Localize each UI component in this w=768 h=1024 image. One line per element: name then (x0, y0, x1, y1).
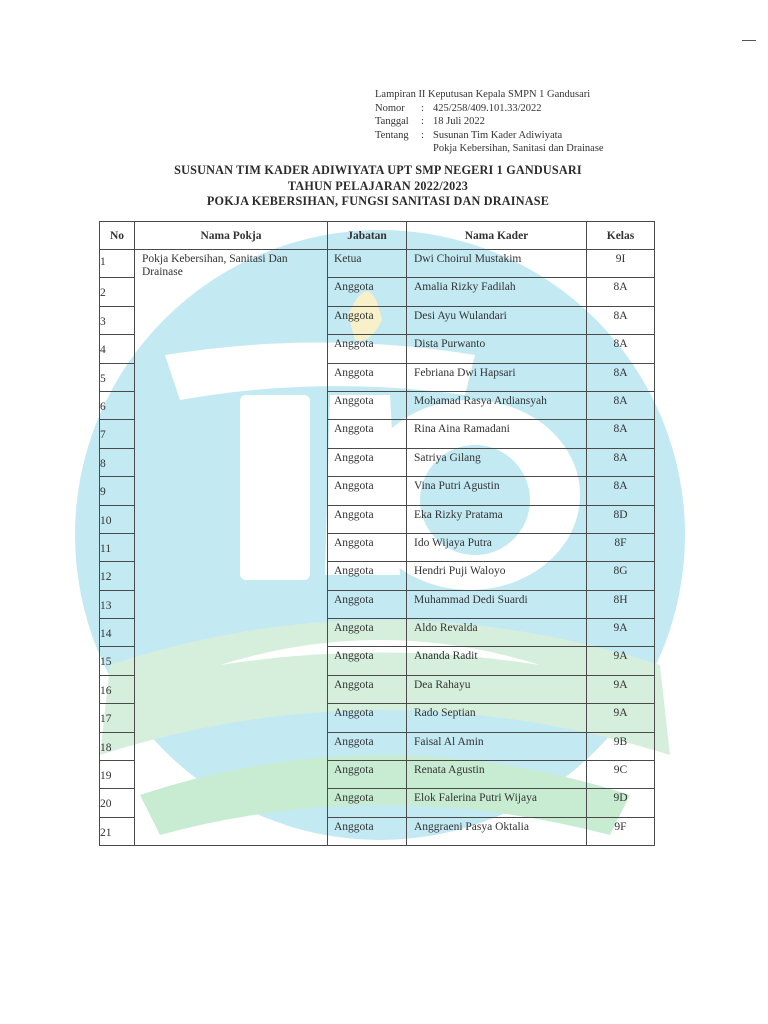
cell-kelas (587, 789, 655, 817)
nama-kader-text: Eka Rizky Pratama (414, 508, 503, 521)
jabatan-text: Anggota (334, 309, 374, 322)
cell-kelas (587, 675, 655, 703)
tentang-row (375, 129, 604, 143)
nama-kader-text: Desi Ayu Wulandari (414, 309, 507, 322)
nama-kader-text: Febriana Dwi Hapsari (414, 366, 516, 379)
jabatan-text: Anggota (334, 338, 374, 351)
cell-nama-kader (407, 363, 587, 391)
kelas-text: 8A (613, 423, 628, 436)
nomor-value: 425/258/409.101.33/2022 (433, 102, 542, 114)
kelas-text: 9D (613, 792, 628, 805)
cell-nama-kader (407, 789, 587, 817)
row-number: 12 (100, 571, 112, 584)
cell-kelas (587, 306, 655, 334)
kelas-text: 8A (613, 309, 628, 322)
cell-jabatan (328, 590, 407, 618)
cell-jabatan (328, 391, 407, 419)
cell-no (100, 278, 135, 306)
cell-no (100, 335, 135, 363)
nomor-label: Nomor (375, 102, 405, 114)
jabatan-text: Anggota (334, 423, 374, 436)
cell-kelas (587, 533, 655, 561)
cell-nama-kader (407, 391, 587, 419)
cell-jabatan (328, 704, 407, 732)
cell-nama-kader (407, 448, 587, 476)
cell-no (100, 647, 135, 675)
cell-nama-kader (407, 761, 587, 789)
nama-kader-text: Dista Purwanto (414, 338, 486, 351)
jabatan-text: Anggota (334, 735, 374, 748)
cell-kelas (587, 562, 655, 590)
kelas-text: 9B (613, 735, 628, 748)
kelas-text: 8F (614, 536, 627, 549)
row-number: 6 (100, 400, 106, 413)
kelas-text: 8A (613, 366, 628, 379)
row-number: 11 (100, 542, 112, 555)
kelas-text: 8G (613, 565, 628, 578)
header-nama-kader: Nama Kader (407, 222, 587, 250)
scan-edge-mark (742, 40, 756, 41)
row-number: 16 (100, 684, 112, 697)
kelas-text: 9A (613, 650, 628, 663)
cell-kelas (587, 647, 655, 675)
nama-kader-text: Anggraeni Pasya Oktalia (414, 820, 529, 833)
cell-kelas (587, 448, 655, 476)
cell-kelas (587, 278, 655, 306)
jabatan-text: Anggota (334, 366, 374, 379)
cell-no (100, 761, 135, 789)
tanggal-colon: : (421, 116, 424, 127)
nama-kader-text: Mohamad Rasya Ardiansyah (414, 394, 547, 407)
cell-kelas (587, 619, 655, 647)
row-number: 18 (100, 741, 112, 754)
cell-nama-kader (407, 306, 587, 334)
cell-kelas (587, 590, 655, 618)
cell-no (100, 562, 135, 590)
cell-jabatan (328, 619, 407, 647)
cell-jabatan (328, 477, 407, 505)
cell-nama-kader (407, 420, 587, 448)
cell-jabatan (328, 363, 407, 391)
jabatan-text: Anggota (334, 678, 374, 691)
nama-kader-text: Dea Rahayu (414, 678, 471, 691)
jabatan-text: Ketua (334, 253, 362, 265)
nama-kader-text: Vina Putri Agustin (414, 480, 500, 493)
cell-kelas (587, 477, 655, 505)
jabatan-text: Anggota (334, 536, 374, 549)
row-number: 7 (100, 429, 106, 442)
tanggal-value: 18 Juli 2022 (433, 116, 485, 127)
cell-jabatan (328, 647, 407, 675)
nama-kader-text: Rado Septian (414, 707, 476, 720)
cell-jabatan (328, 675, 407, 703)
cell-jabatan (328, 335, 407, 363)
jabatan-text: Anggota (334, 707, 374, 720)
kelas-text: 8D (613, 508, 628, 521)
cell-no (100, 619, 135, 647)
jabatan-text: Anggota (334, 394, 374, 407)
kelas-text: 8A (613, 451, 628, 464)
cell-no (100, 675, 135, 703)
cell-jabatan (328, 761, 407, 789)
cell-jabatan (328, 817, 407, 845)
jabatan-text: Anggota (334, 281, 374, 294)
tentang-value-1: Susunan Tim Kader Adiwiyata (433, 129, 563, 141)
cell-no (100, 817, 135, 845)
cell-kelas (587, 335, 655, 363)
cell-kelas (587, 505, 655, 533)
cell-nama-kader (407, 533, 587, 561)
header-kelas: Kelas (587, 222, 655, 250)
attachment-header (375, 88, 604, 156)
row-number: 14 (100, 628, 112, 641)
nomor-colon: : (421, 102, 424, 114)
cell-kelas (587, 761, 655, 789)
cell-no (100, 505, 135, 533)
roster-table (99, 221, 655, 846)
cell-kelas (587, 732, 655, 760)
nama-kader-text: Aldo Revalda (414, 622, 478, 635)
tanggal-label: Tanggal (375, 116, 409, 127)
nama-kader-text: Ido Wijaya Putra (414, 536, 492, 549)
jabatan-text: Anggota (334, 622, 374, 635)
cell-no (100, 533, 135, 561)
cell-nama-kader (407, 250, 587, 278)
title-line-3: POKJA KEBERSIHAN, FUNGSI SANITASI DAN DRAINASE (206, 194, 550, 208)
row-number: 5 (100, 372, 106, 385)
kelas-text: 9A (613, 622, 628, 635)
cell-no (100, 448, 135, 476)
header-nama-pokja: Nama Pokja (135, 222, 328, 250)
kelas-text: 8A (613, 394, 628, 407)
cell-kelas (587, 363, 655, 391)
jabatan-text: Anggota (334, 451, 374, 464)
cell-jabatan (328, 789, 407, 817)
row-number: 15 (100, 656, 112, 669)
kelas-text: 9A (613, 678, 628, 691)
nama-kader-text: Dwi Choirul Mustakim (414, 253, 522, 265)
kelas-text: 8A (613, 338, 628, 351)
nama-kader-text: Satriya Gilang (414, 451, 481, 464)
cell-nama-kader (407, 817, 587, 845)
cell-no (100, 590, 135, 618)
row-number: 10 (100, 514, 112, 527)
kelas-text: 8A (613, 480, 628, 493)
row-number: 4 (100, 344, 106, 357)
table-body (100, 250, 655, 846)
jabatan-text: Anggota (334, 764, 374, 777)
cell-nama-kader (407, 505, 587, 533)
cell-no (100, 789, 135, 817)
jabatan-text: Anggota (334, 508, 374, 521)
tentang-label: Tentang (375, 129, 409, 141)
kelas-text: 8H (613, 593, 628, 606)
cell-no (100, 704, 135, 732)
nama-kader-text: Hendri Puji Waloyo (414, 565, 506, 578)
tanggal-row (375, 115, 604, 129)
row-number: 20 (100, 798, 112, 811)
tentang-row-2 (375, 142, 604, 156)
row-number: 8 (100, 457, 106, 470)
jabatan-text: Anggota (334, 565, 374, 578)
row-number: 3 (100, 315, 106, 328)
attachment-title: Lampiran II Keputusan Kepala SMPN 1 Gandusari (375, 89, 591, 100)
kelas-text: 9F (614, 820, 627, 833)
cell-no (100, 306, 135, 334)
cell-kelas (587, 250, 655, 278)
row-number: 2 (100, 287, 106, 300)
attachment-line (375, 88, 604, 102)
jabatan-text: Anggota (334, 792, 374, 805)
jabatan-text: Anggota (334, 650, 374, 663)
cell-jabatan (328, 562, 407, 590)
cell-nama-kader (407, 732, 587, 760)
cell-jabatan (328, 420, 407, 448)
jabatan-text: Anggota (334, 820, 374, 833)
cell-nama-kader (407, 647, 587, 675)
cell-jabatan (328, 533, 407, 561)
header-no: No (100, 222, 135, 250)
cell-nama-kader (407, 562, 587, 590)
nama-kader-text: Amalia Rizky Fadilah (414, 281, 516, 294)
jabatan-text: Anggota (334, 593, 374, 606)
cell-jabatan (328, 448, 407, 476)
row-number: 1 (100, 256, 106, 268)
cell-jabatan (328, 505, 407, 533)
tentang-value-2: Pokja Kebersihan, Sanitasi dan Drainase (433, 143, 604, 154)
kelas-text: 9I (615, 253, 626, 265)
nama-kader-text: Elok Falerina Putri Wijaya (414, 792, 537, 805)
kelas-text: 9A (613, 707, 628, 720)
cell-nama-pokja: Pokja Kebersihan, Sanitasi Dan Drainase (135, 250, 328, 846)
kelas-text: 9C (613, 764, 628, 777)
nama-kader-text: Ananda Radit (414, 650, 478, 663)
cell-kelas (587, 420, 655, 448)
cell-no (100, 477, 135, 505)
cell-jabatan (328, 732, 407, 760)
title-line-2: TAHUN PELAJARAN 2022/2023 (287, 178, 469, 193)
nama-kader-text: Muhammad Dedi Suardi (414, 593, 528, 606)
cell-no (100, 732, 135, 760)
nama-kader-text: Faisal Al Amin (414, 735, 484, 748)
cell-kelas (587, 704, 655, 732)
header-jabatan: Jabatan (328, 222, 407, 250)
table-header-row (100, 222, 655, 250)
nomor-row (375, 102, 604, 116)
jabatan-text: Anggota (334, 480, 374, 493)
row-number: 17 (100, 713, 112, 726)
cell-jabatan (328, 306, 407, 334)
row-number: 21 (100, 826, 112, 839)
cell-kelas (587, 391, 655, 419)
cell-no (100, 250, 135, 278)
cell-nama-kader (407, 675, 587, 703)
table-row (100, 250, 655, 278)
kelas-text: 8A (613, 281, 628, 294)
cell-nama-kader (407, 704, 587, 732)
row-number: 13 (100, 599, 112, 612)
cell-jabatan (328, 250, 407, 278)
row-number: 9 (100, 486, 106, 499)
cell-no (100, 391, 135, 419)
row-number: 19 (100, 770, 112, 783)
cell-kelas (587, 817, 655, 845)
document-title (100, 163, 656, 210)
cell-no (100, 363, 135, 391)
cell-nama-kader (407, 335, 587, 363)
title-line-1: SUSUNAN TIM KADER ADIWIYATA UPT SMP NEGERI 1 GANDUSARI (174, 163, 582, 177)
cell-jabatan (328, 278, 407, 306)
cell-nama-kader (407, 477, 587, 505)
nama-kader-text: Rina Aina Ramadani (414, 423, 510, 436)
cell-nama-kader (407, 619, 587, 647)
nama-kader-text: Renata Agustin (414, 764, 485, 777)
cell-nama-kader (407, 278, 587, 306)
cell-no (100, 420, 135, 448)
cell-nama-kader (407, 590, 587, 618)
tentang-colon: : (421, 129, 424, 141)
